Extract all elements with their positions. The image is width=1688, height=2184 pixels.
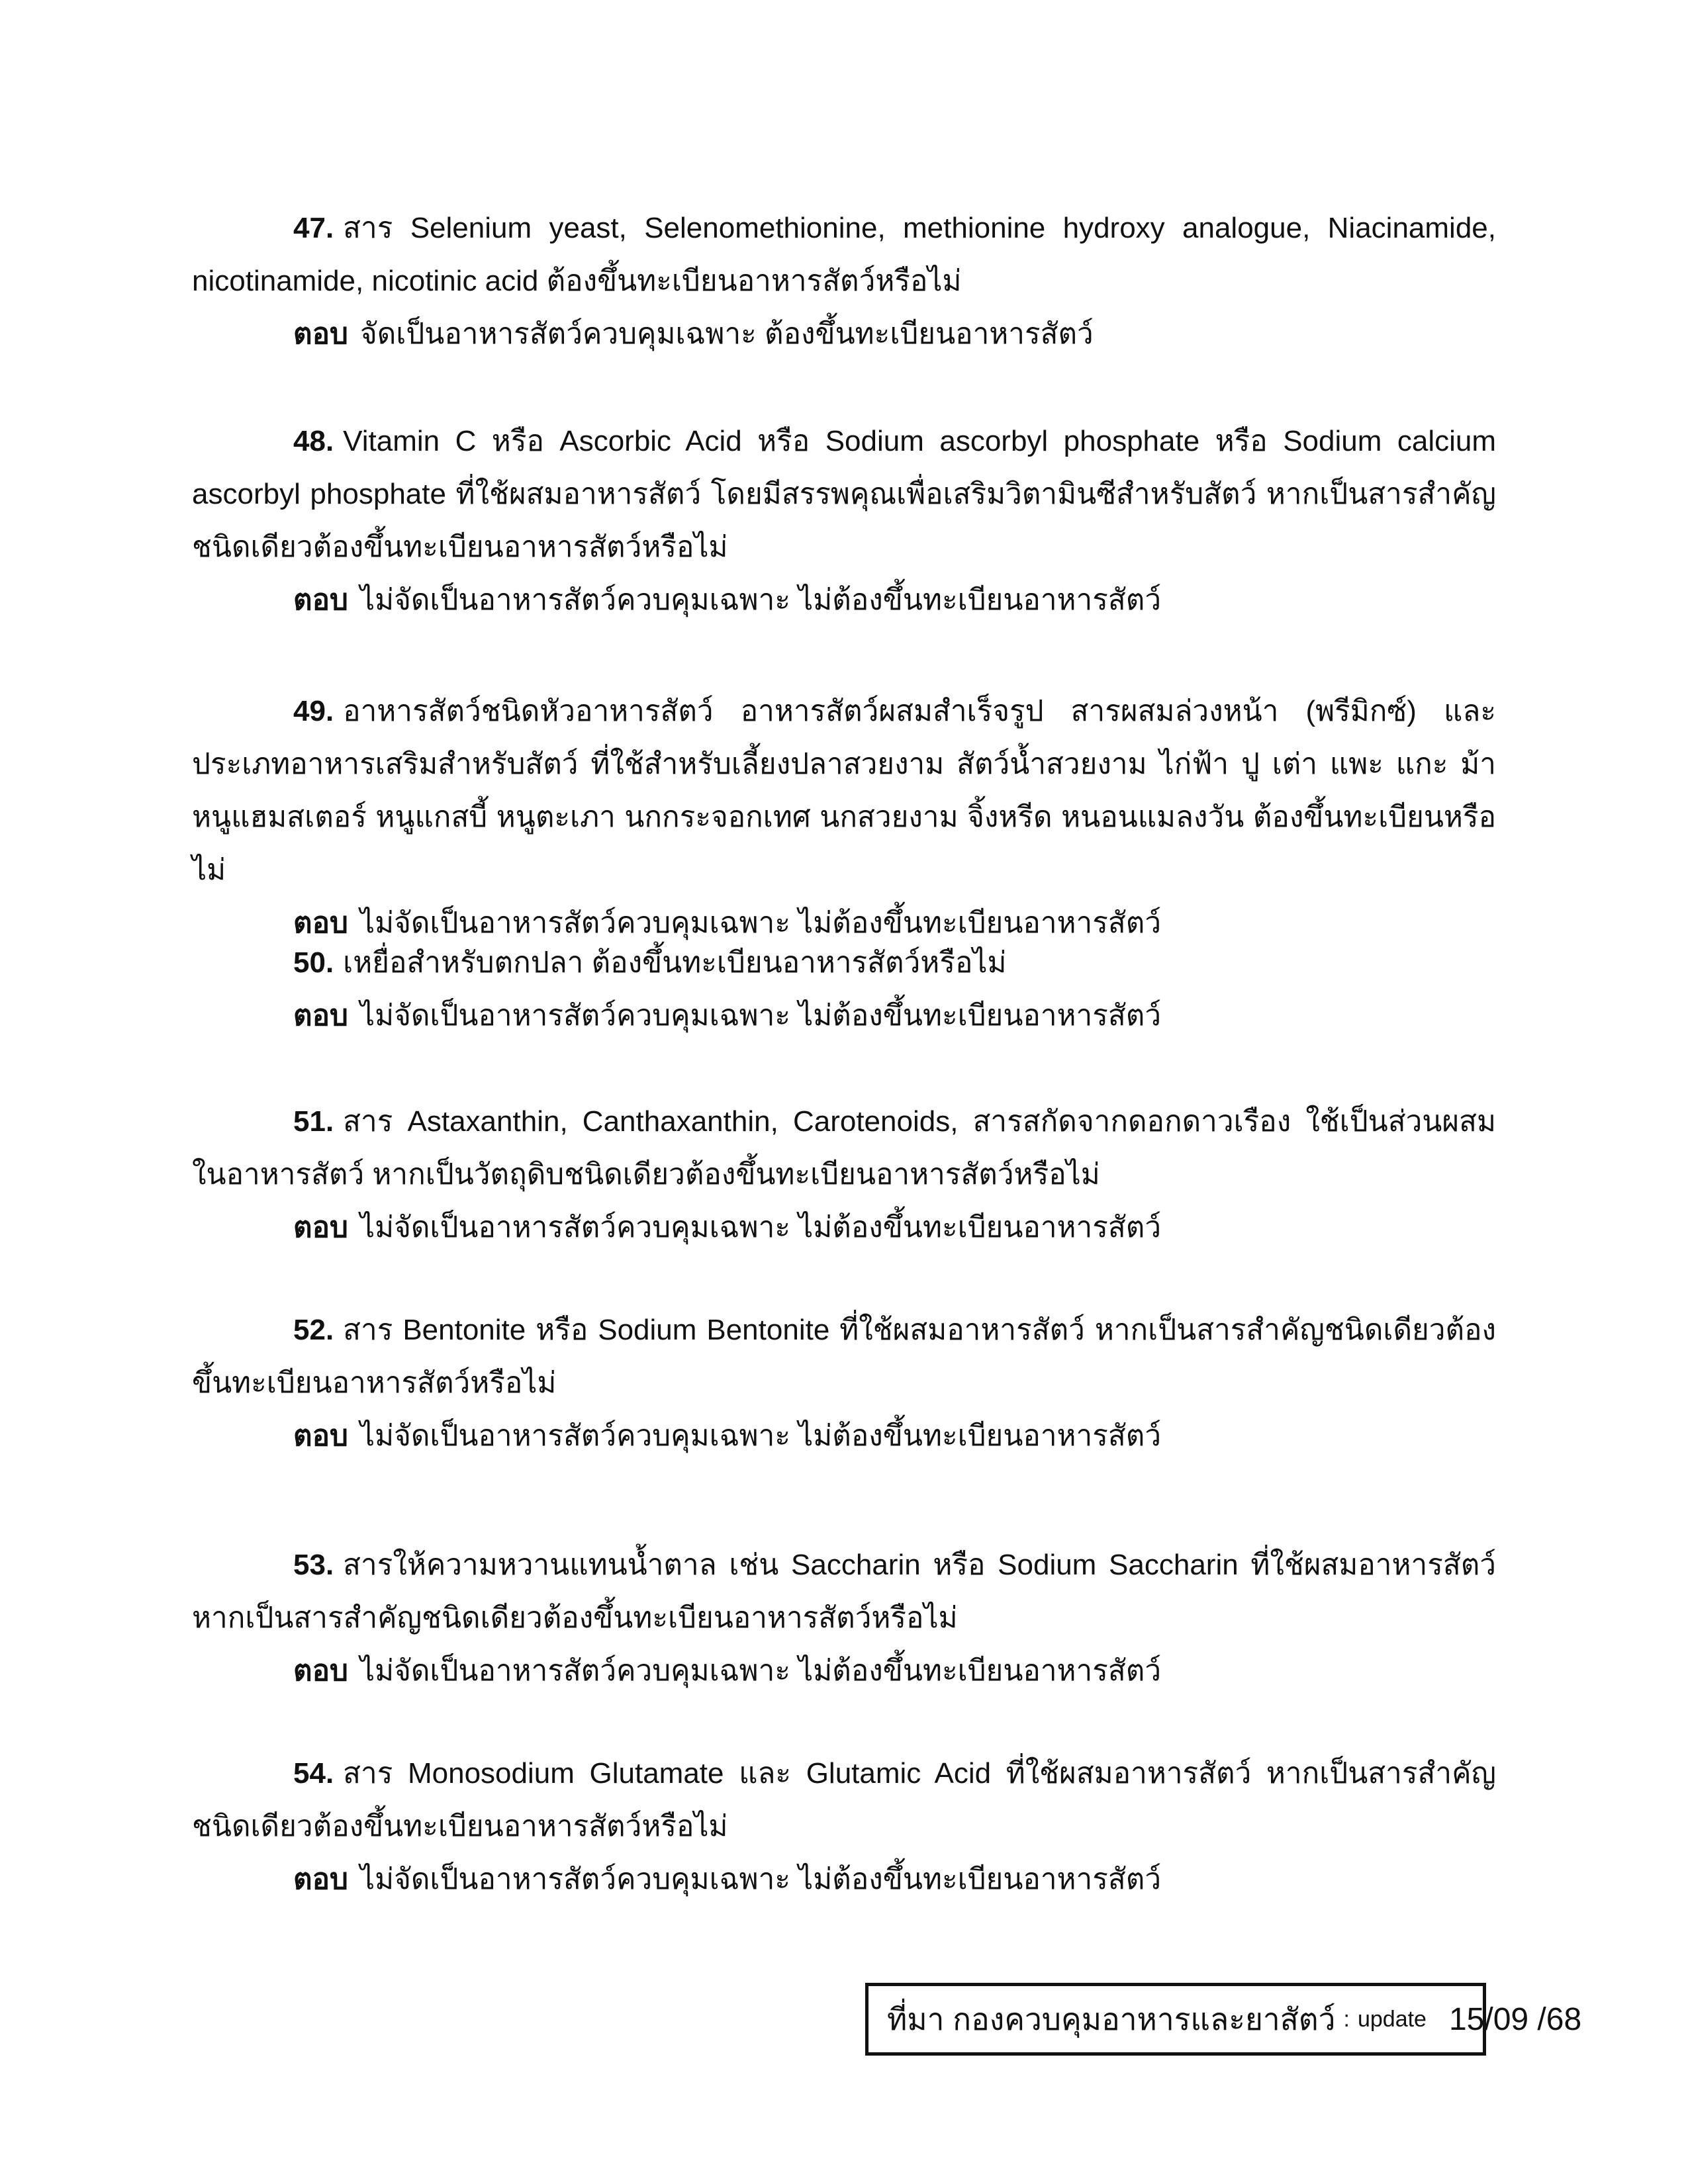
answer-label: ตอบ — [293, 999, 348, 1032]
question-paragraph — [192, 202, 1496, 308]
source-note-box — [865, 1983, 1582, 2056]
answer-label: ตอบ — [293, 1211, 348, 1244]
source-update-label: update — [1357, 2006, 1427, 2032]
answer-paragraph — [192, 989, 1496, 1042]
question-text: สารให้ความหวานแทนน้ำตาล เช่น Saccharin หรือ Sodium Saccharin ที่ใช้ผสมอาหารสัตว์ หากเป็นสารสำคัญชนิดเดียวต้องขึ้นทะเบียนอาหารสัตว์หรือไม่ — [192, 1549, 1496, 1634]
question-text: สาร Selenium yeast, Selenomethionine, methionine hydroxy analogue, Niacinamide, nicotinamide, nicotinic acid ต้องขึ้นทะเบียนอาหารสัตว์หรือไม่ — [192, 212, 1496, 297]
answer-text: ไม่จัดเป็นอาหารสัตว์ควบคุมเฉพาะ ไม่ต้องขึ้นทะเบียนอาหารสัตว์ — [359, 1863, 1162, 1895]
answer-text: ไม่จัดเป็นอาหารสัตว์ควบคุมเฉพาะ ไม่ต้องขึ้นทะเบียนอาหารสัตว์ — [359, 1211, 1162, 1244]
question-number: 47. — [293, 212, 334, 244]
question-text: อาหารสัตว์ชนิดหัวอาหารสัตว์ อาหารสัตว์ผสมสำเร็จรูป สารผสมล่วงหน้า (พรีมิกซ์) และประเภทอาหารเสริมสำหรับสัตว์ ที่ใช้สำหรับเลี้ยงปลาสวยงาม สัตว์น้ำสวยงาม ไก่ฟ้า ปู เต่า แพะ แกะ ม้า หนูแฮมสเตอร์ หนูแกสบี้ หนูตะเภา นกกระจอกเทศ นกสวยงาม จิ้งหรีด หนอนแมลงวัน ต้องขึ้นทะเบียนหรือไม่ — [192, 695, 1496, 886]
answer-paragraph — [192, 574, 1496, 627]
question-paragraph — [192, 1095, 1496, 1201]
question-paragraph — [192, 1539, 1496, 1645]
answer-label: ตอบ — [293, 1863, 348, 1895]
question-paragraph — [192, 1304, 1496, 1410]
answer-text: ไม่จัดเป็นอาหารสัตว์ควบคุมเฉพาะ ไม่ต้องขึ้นทะเบียนอาหารสัตว์ — [359, 907, 1162, 939]
question-paragraph — [192, 685, 1496, 897]
question-number: 52. — [293, 1314, 334, 1346]
answer-label: ตอบ — [293, 907, 348, 939]
question-number: 54. — [293, 1757, 334, 1790]
answer-text: จัดเป็นอาหารสัตว์ควบคุมเฉพาะ ต้องขึ้นทะเบียนอาหารสัตว์ — [359, 318, 1094, 350]
qa-item-48 — [192, 415, 1496, 627]
question-paragraph — [192, 415, 1496, 574]
source-update-date: 15/09 /68 — [1448, 2001, 1582, 2037]
answer-paragraph — [192, 1201, 1496, 1254]
question-text: เหยื่อสำหรับตกปลา ต้องขึ้นทะเบียนอาหารสัตว์หรือไม่ — [343, 946, 1007, 979]
question-text: สาร Astaxanthin, Canthaxanthin, Carotenoids, สารสกัดจากดอกดาวเรือง ใช้เป็นส่วนผสมในอาหารสัตว์ หากเป็นวัตถุดิบชนิดเดียวต้องขึ้นทะเบียนอาหารสัตว์หรือไม่ — [192, 1105, 1496, 1191]
answer-paragraph — [192, 1853, 1496, 1906]
answer-paragraph — [192, 1410, 1496, 1463]
question-number: 53. — [293, 1549, 334, 1581]
answer-label: ตอบ — [293, 1420, 348, 1452]
qa-item-51 — [192, 1095, 1496, 1254]
answer-paragraph — [192, 1645, 1496, 1698]
question-number: 48. — [293, 425, 334, 457]
source-text: ที่มา กองควบคุมอาหารและยาสัตว์ — [887, 2001, 1336, 2036]
qa-item-49 — [192, 685, 1496, 950]
answer-text: ไม่จัดเป็นอาหารสัตว์ควบคุมเฉพาะ ไม่ต้องขึ้นทะเบียนอาหารสัตว์ — [359, 1655, 1162, 1687]
question-text: สาร Bentonite หรือ Sodium Bentonite ที่ใช้ผสมอาหารสัตว์ หากเป็นสารสำคัญชนิดเดียวต้องขึ้นทะเบียนอาหารสัตว์หรือไม่ — [192, 1314, 1496, 1399]
answer-label: ตอบ — [293, 1655, 348, 1687]
answer-paragraph — [192, 308, 1496, 361]
qa-item-47 — [192, 202, 1496, 361]
answer-label: ตอบ — [293, 584, 348, 616]
question-number: 50. — [293, 946, 334, 979]
answer-text: ไม่จัดเป็นอาหารสัตว์ควบคุมเฉพาะ ไม่ต้องขึ้นทะเบียนอาหารสัตว์ — [359, 584, 1162, 616]
question-number: 51. — [293, 1105, 334, 1138]
answer-label: ตอบ — [293, 318, 348, 350]
question-text: สาร Monosodium Glutamate และ Glutamic Acid ที่ใช้ผสมอาหารสัตว์ หากเป็นสารสำคัญชนิดเดียวต้องขึ้นทะเบียนอาหารสัตว์หรือไม่ — [192, 1757, 1496, 1843]
answer-text: ไม่จัดเป็นอาหารสัตว์ควบคุมเฉพาะ ไม่ต้องขึ้นทะเบียนอาหารสัตว์ — [359, 1420, 1162, 1452]
answer-text: ไม่จัดเป็นอาหารสัตว์ควบคุมเฉพาะ ไม่ต้องขึ้นทะเบียนอาหารสัตว์ — [359, 999, 1162, 1032]
qa-item-50 — [192, 936, 1496, 1042]
question-number: 49. — [293, 695, 334, 727]
qa-item-53 — [192, 1539, 1496, 1698]
source-separator: : — [1343, 2006, 1350, 2032]
question-paragraph — [192, 936, 1496, 989]
qa-item-52 — [192, 1304, 1496, 1463]
question-paragraph — [192, 1747, 1496, 1853]
qa-item-54 — [192, 1747, 1496, 1906]
question-text: Vitamin C หรือ Ascorbic Acid หรือ Sodium ascorbyl phosphate หรือ Sodium calcium ascorbyl phosphate ที่ใช้ผสมอาหารสัตว์ โดยมีสรรพคุณเพื่อเสริมวิตามินซีสำหรับสัตว์ หากเป็นสารสำคัญชนิดเดียวต้องขึ้นทะเบียนอาหารสัตว์หรือไม่ — [192, 425, 1496, 563]
